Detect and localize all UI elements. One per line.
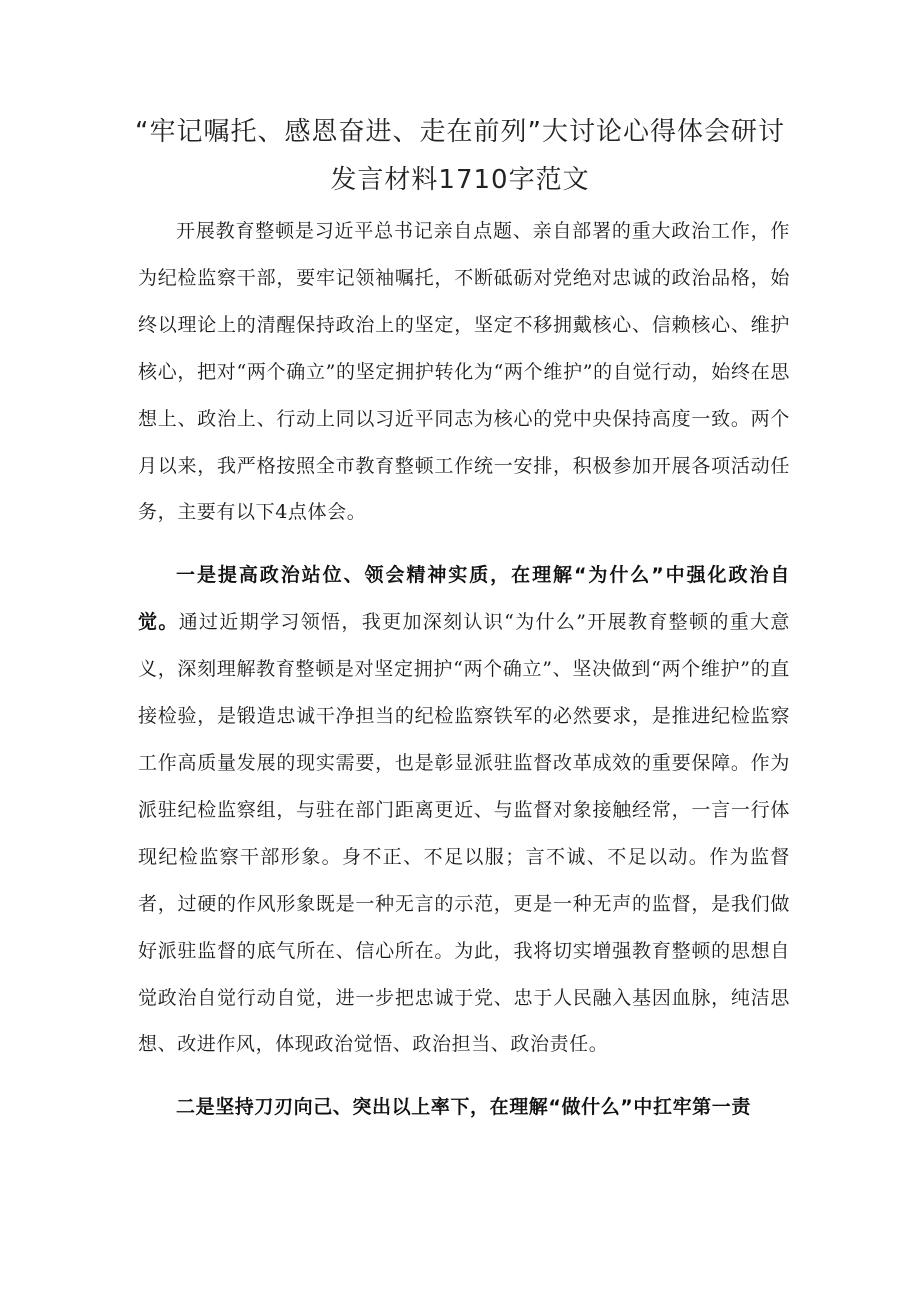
title-line-1: “牢记嘱托、感恩奋进、走在前列”大讨论心得体会研讨 bbox=[135, 117, 785, 147]
paragraph-intro bbox=[138, 208, 790, 536]
paragraph-text: 开展教育整顿是习近平总书记亲自点题、亲自部署的重大政治工作，作为纪检监察干部，要牢记领袖嘱托，不断砥砺对党绝对忠诚的政治品格，始终以理论上的清醒保持政治上的坚定，坚定不移拥戴核心、信赖核心、维护核心，把对“两个确立”的坚定拥护转化为“两个维护”的自觉行动，始终在思想上、政治上、行动上同以习近平同志为核心的党中央保持高度一致。两个月以来，我严格按照全市教育整顿工作统一安排，积极参加开展各项活动任务，主要有以下4点体会。 bbox=[138, 220, 790, 524]
paragraph-text: 通过近期学习领悟，我更加深刻认识“为什么”开展教育整顿的重大意义，深刻理解教育整顿是对坚定拥护“两个确立”、坚决做到“两个维护”的直接检验，是锻造忠诚干净担当的纪检监察铁军的必然要求，是推进纪检监察工作高质量发展的现实需要，也是彰显派驻监督改革成效的重要保障。作为派驻纪检监察组，与驻在部门距离更近、与监督对象接触经常，一言一行体现纪检监察干部形象。身不正、不足以服；言不诚、不足以动。作为监督者，过硬的作风形象既是一种无言的示范，更是一种无声的监督，是我们做好派驻监督的底气所在、信心所在。为此，我将切实增强教育整顿的思想自觉政治自觉行动自觉，进一步把忠诚于党、忠于人民融入基因血脉，纯洁思想、改进作风，体现政治觉悟、政治担当、政治责任。 bbox=[138, 611, 790, 1056]
paragraph-point-1 bbox=[138, 552, 790, 1068]
paragraph-lead: 一是提高政治站位、领会精神实质，在理解“为什么”中强化政治自觉。 bbox=[138, 564, 790, 634]
document-body bbox=[138, 208, 790, 1131]
paragraph-lead: 二是坚持刀刃向己、突出以上率下，在理解“做什么”中扛牢第一责 bbox=[176, 1096, 751, 1119]
title-line-2: 发言材料1710字范文 bbox=[330, 165, 590, 195]
paragraph-point-2 bbox=[138, 1084, 790, 1131]
document-title bbox=[110, 108, 810, 204]
